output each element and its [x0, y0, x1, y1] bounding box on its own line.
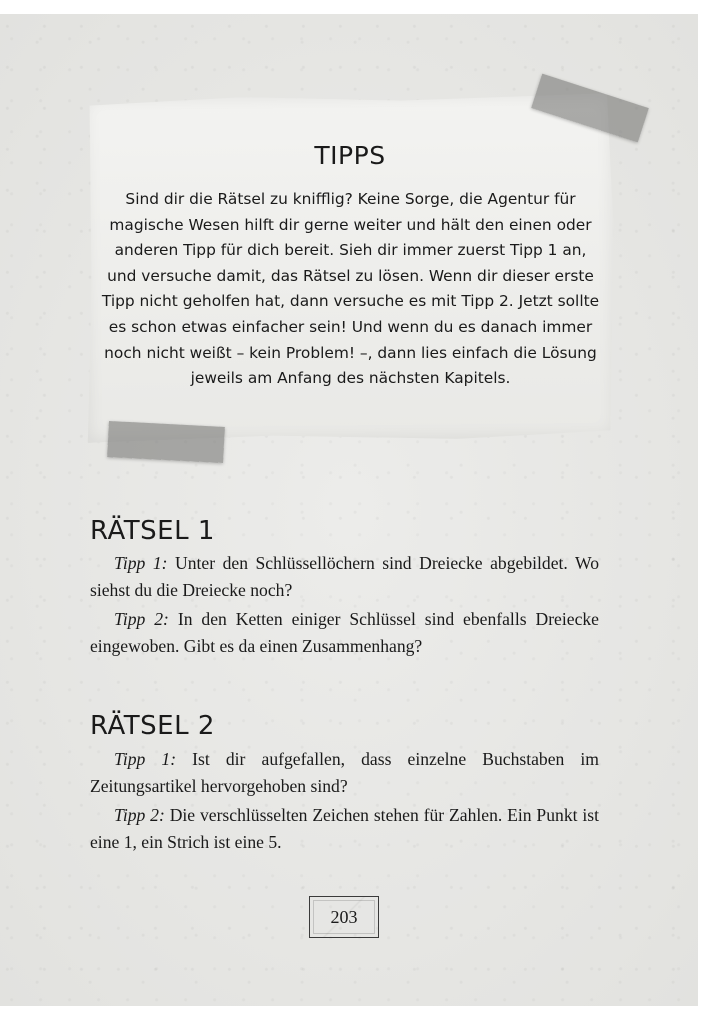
- tip-text: In den Ketten einiger Schlüssel sind ebenfalls Dreiecke eingewoben. Gibt es da einen Zusammenhang?: [90, 609, 599, 656]
- tape-strip-bottom: [107, 421, 225, 463]
- tip-text: Die verschlüsselten Zeichen stehen für Zahlen. Ein Punkt ist eine 1, ein Strich ist eine 5.: [90, 805, 599, 852]
- tip-text: Unter den Schlüssellöchern sind Dreiecke abgebildet. Wo siehst du die Dreiecke noch?: [90, 553, 599, 600]
- raetsel-1-tip-1: [90, 550, 599, 603]
- tip-label: Tipp 2:: [114, 609, 169, 629]
- tip-label: Tipp 1:: [114, 749, 177, 769]
- raetsel-2-tip-2: [90, 802, 599, 855]
- tips-title: TIPPS: [314, 141, 386, 170]
- raetsel-2-tip-1: [90, 746, 599, 799]
- section-heading-raetsel-1: RÄTSEL 1: [90, 516, 215, 546]
- tip-label: Tipp 2:: [114, 805, 165, 825]
- section-heading-raetsel-2: RÄTSEL 2: [90, 711, 215, 741]
- raetsel-1-tip-2: [90, 606, 599, 659]
- page-number: 203: [309, 896, 379, 938]
- tip-label: Tipp 1:: [114, 553, 168, 573]
- tips-body: Sind dir die Rätsel zu knifflig? Keine Sorge, die Agentur für magische Wesen hilft dir gerne weiter und hält den einen oder anderen Tipp für dich bereit. Sieh dir immer zuerst Tipp 1 an, und versuche damit, das Rätsel zu lösen. Wenn dir dieser erste Tipp nicht geholfen hat, dann versuche es mit Tipp 2. Jetzt sollte es schon etwas einfacher sein! Und wenn du es danach immer noch nicht weißt – kein Problem! –, dann lies einfach die Lösung jeweils am Anfang des nächsten Kapitels.: [101, 190, 600, 388]
- tip-text: Ist dir aufgefallen, dass einzelne Buchstaben im Zeitungsartikel hervorgehoben sind?: [90, 749, 599, 796]
